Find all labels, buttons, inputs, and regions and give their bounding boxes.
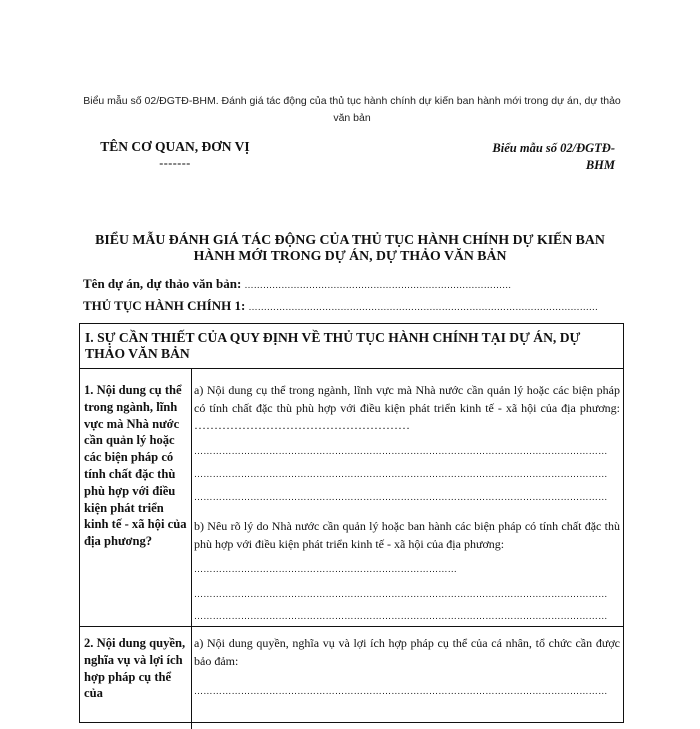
form-title: BIỂU MẪU ĐÁNH GIÁ TÁC ĐỘNG CỦA THỦ TỤC HÀNH CHÍNH DỰ KIẾN BAN HÀNH MỚI TRONG DỰ ÁN, DỰ THẢO VĂN BẢN [95, 232, 605, 263]
row1-dot-line: …………………………………………………………………………………………………………………… [194, 469, 608, 479]
column-divider [191, 369, 192, 729]
procedure-dots: …………………………………………………………………………………………………… [248, 302, 599, 313]
form-code: Biểu mẫu số 02/ĐGTĐ-BHM [492, 141, 615, 172]
row1-item-a: a) Nội dung cụ thể trong ngành, lĩnh vực mà Nhà nước cần quản lý hoặc các biện pháp có tính chất đặc thù phù hợp với điều kiện phát triển kinh tế - xã hội của địa phương: ……………………………………………… [194, 383, 620, 432]
row2-dot-line: …………………………………………………………………………………………………………………… [194, 686, 608, 696]
row1-label: 1. Nội dung cụ thể trong ngành, lĩnh vực mà Nhà nước cần quản lý hoặc các biện pháp có tính chất đặc thù phù hợp với điều kiện phát triển kinh tế - xã hội của địa phương? [84, 383, 187, 549]
row1-dot-line: …………………………………………………………………………………………………………………… [194, 446, 608, 456]
agency-block [85, 138, 265, 172]
row2-label: 2. Nội dung quyền, nghĩa vụ và lợi ích hợp pháp cụ thể của [84, 636, 186, 701]
project-name-dots: …………………………………………………………………………… [244, 280, 512, 291]
row1-dot-line: …………………………………………………………………………………………………………………… [194, 492, 608, 502]
top-caption: Biểu mẫu số 02/ĐGTĐ-BHM. Đánh giá tác động của thủ tục hành chính dự kiến ban hành mới trong dự án, dự thảo văn bản [83, 95, 621, 124]
row1-dot-line: …………………………………………………………………………………………………………………… [194, 589, 608, 599]
row1-item-b: b) Nêu rõ lý do Nhà nước cần quản lý hoặc ban hành các biện pháp có tính chất đặc thù phù hợp với điều kiện phát triển kinh tế - xã hội của địa phương: [194, 519, 620, 551]
project-name-label: Tên dự án, dự thảo văn bản: [83, 276, 242, 291]
agency-label: TÊN CƠ QUAN, ĐƠN VỊ [100, 139, 250, 154]
procedure-field [83, 298, 623, 315]
section-heading: I. SỰ CẦN THIẾT CỦA QUY ĐỊNH VỀ THỦ TỤC HÀNH CHÍNH TẠI DỰ ÁN, DỰ THẢO VĂN BẢN [80, 324, 623, 369]
row2-item-a: a) Nội dung quyền, nghĩa vụ và lợi ích hợp pháp cụ thể của cá nhân, tổ chức cần được bảo đảm: [194, 636, 620, 668]
assessment-table [79, 323, 624, 723]
procedure-label: THỦ TỤC HÀNH CHÍNH 1: [83, 298, 246, 313]
row-divider [80, 626, 623, 627]
agency-dashes: ------- [159, 156, 191, 170]
project-name-field [83, 276, 623, 293]
row1-dot-line: …………………………………………………………………………………………………………………… [194, 611, 608, 621]
row1-dot-line-short: ………………………………………………………………………… [194, 564, 458, 574]
